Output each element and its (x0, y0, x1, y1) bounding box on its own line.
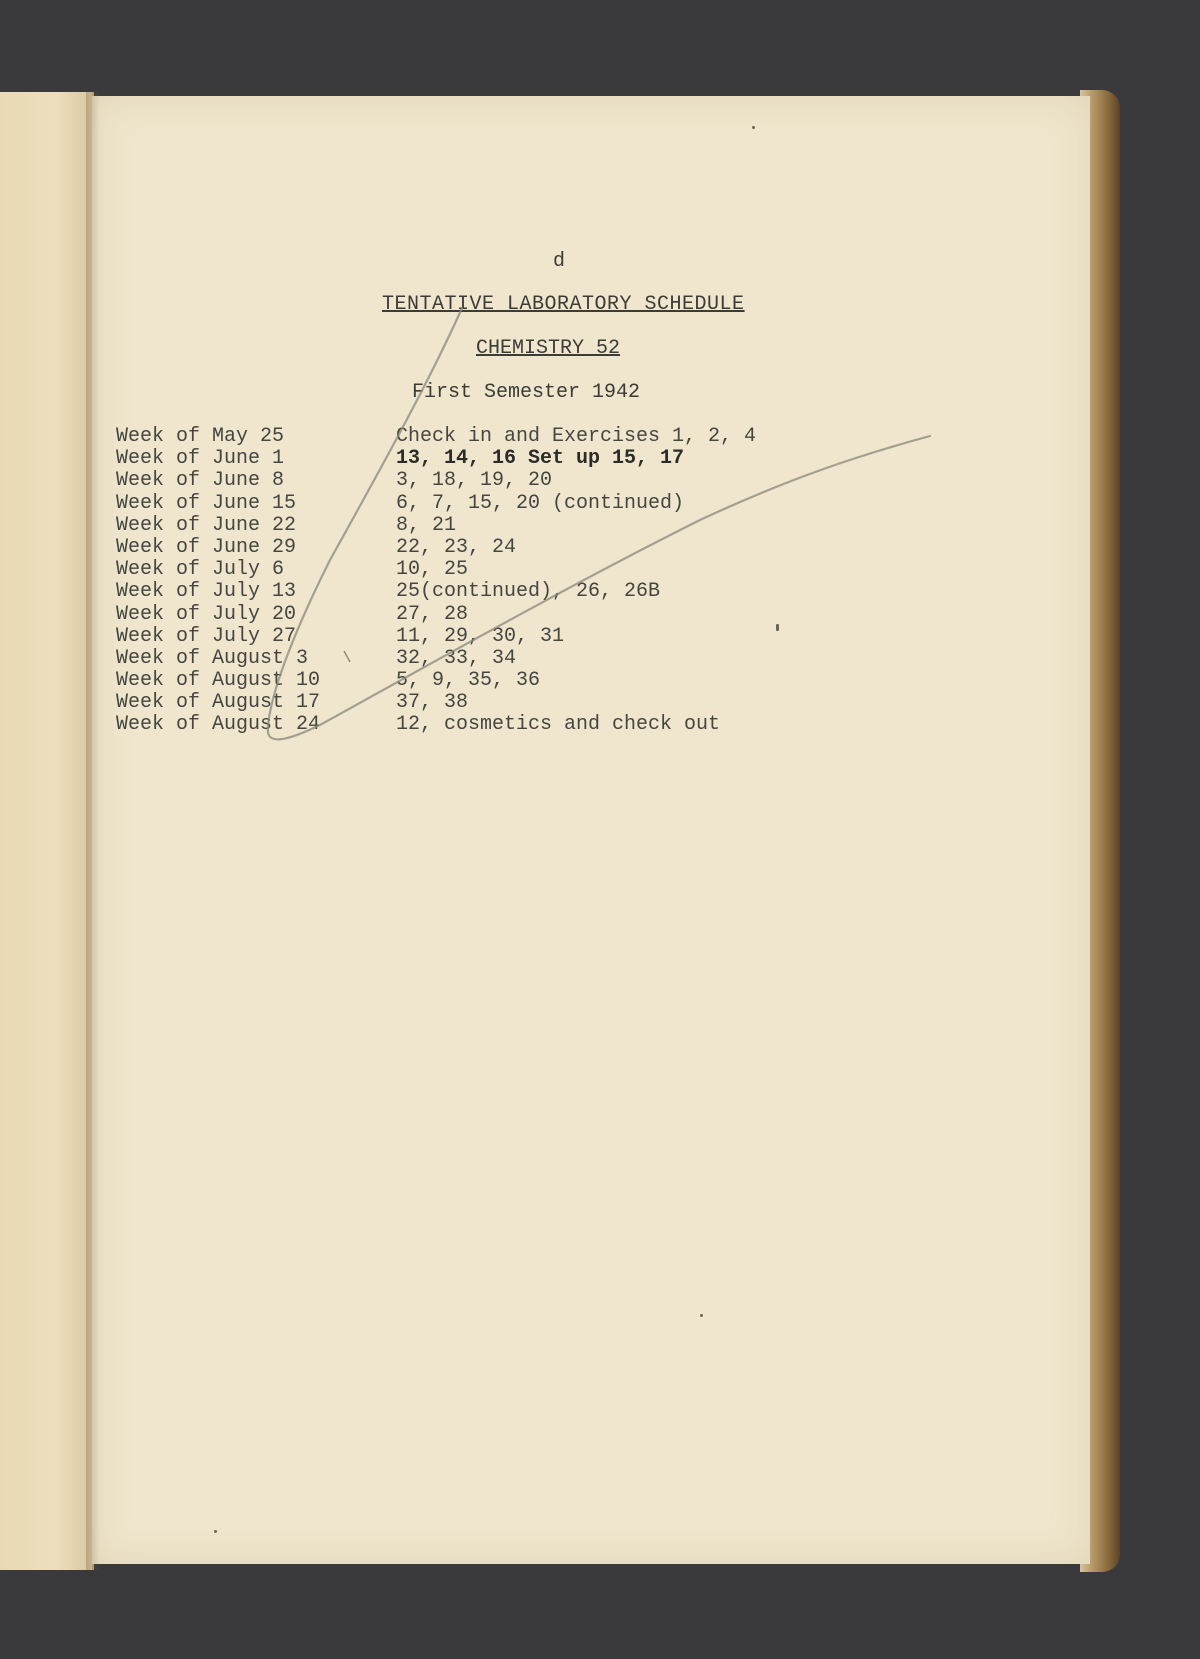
week-label: Week of May 25 (116, 425, 285, 448)
schedule-row (116, 581, 756, 603)
week-label: Week of July 6 (116, 558, 285, 582)
week-label: Week of July 20 (116, 602, 297, 626)
week-label: Week of August 24 (116, 713, 321, 737)
schedule-row (116, 670, 756, 692)
week-label: Week of July 13 (116, 580, 297, 604)
schedule-row (116, 470, 756, 492)
schedule-list (116, 426, 756, 737)
exercise-list: 27, 28 (396, 602, 469, 626)
week-label: Week of June 22 (116, 513, 297, 537)
exercise-list: 10, 25 (396, 558, 469, 582)
exercise-list: 37, 38 (396, 691, 469, 715)
schedule-row (116, 448, 756, 470)
week-label: Week of June 8 (116, 469, 285, 493)
exercise-list: 5, 9, 35, 36 (396, 669, 541, 693)
ink-speck (700, 1314, 703, 1317)
semester-label: First Semester 1942 (412, 381, 641, 404)
exercise-list: 8, 21 (396, 513, 457, 537)
document-title: TENTATIVE LABORATORY SCHEDULE (382, 293, 745, 316)
exercise-list: Check in and Exercises 1, 2, 4 (396, 425, 757, 448)
week-label: Week of June 29 (116, 535, 297, 559)
ink-speck (776, 624, 779, 631)
schedule-row (116, 515, 756, 537)
schedule-row (116, 626, 756, 648)
week-label: Week of August 3 (116, 646, 309, 670)
schedule-row (116, 648, 756, 670)
schedule-row (116, 604, 756, 626)
exercise-list: 13, 14, 16 Set up 15, 17 (396, 447, 685, 471)
ink-speck (752, 126, 755, 129)
exercise-list: 22, 23, 24 (396, 535, 517, 559)
schedule-row (116, 537, 756, 559)
document-page (92, 96, 1090, 1564)
schedule-row (116, 714, 756, 736)
exercise-list: 25(continued), 26, 26B (396, 580, 661, 604)
schedule-row (116, 559, 756, 581)
exercise-list: 11, 29, 30, 31 (396, 624, 565, 648)
spine-shadow (86, 92, 100, 1570)
page-letter: d (553, 250, 566, 273)
ink-speck (214, 1530, 217, 1533)
exercise-list: 6, 7, 15, 20 (continued) (396, 491, 685, 515)
exercise-list: 32, 33, 34 (396, 646, 517, 670)
schedule-row (116, 692, 756, 714)
exercise-list: 12, cosmetics and check out (396, 713, 721, 737)
week-label: Week of July 27 (116, 624, 297, 648)
week-label: Week of August 10 (116, 669, 321, 693)
week-label: Week of June 15 (116, 491, 297, 515)
course-name: CHEMISTRY 52 (476, 337, 621, 360)
schedule-row (116, 426, 756, 448)
exercise-list: 3, 18, 19, 20 (396, 469, 553, 493)
week-label: Week of August 17 (116, 691, 321, 715)
week-label: Week of June 1 (116, 447, 285, 471)
schedule-row (116, 493, 756, 515)
left-page-edge (0, 92, 94, 1570)
